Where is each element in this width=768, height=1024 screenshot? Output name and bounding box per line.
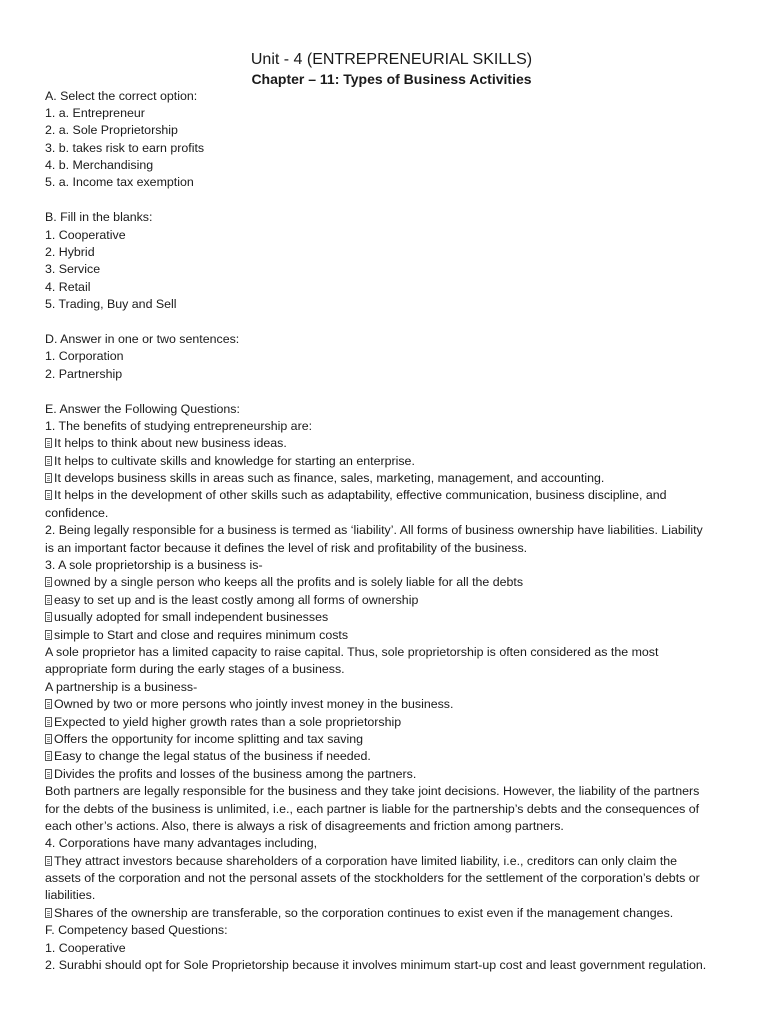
line-text: Both partners are legally responsible for the business and they take joint decisions. However, the liability of the partners (45, 784, 700, 799)
line-text: 4. Corporations have many advantages including, (45, 836, 318, 851)
text-line (45, 818, 735, 835)
text-line (45, 244, 735, 261)
bullet-line (45, 592, 735, 609)
bullet-icon (45, 630, 52, 640)
bullet-icon (45, 456, 52, 466)
blank-line (45, 314, 735, 331)
text-line (45, 835, 735, 852)
line-text: 1. The benefits of studying entrepreneurship are: (45, 418, 313, 433)
text-line (45, 88, 735, 105)
text-line (45, 140, 735, 157)
line-text: E. Answer the Following Questions: (45, 401, 240, 416)
text-line (45, 331, 735, 348)
line-text: 4. Retail (45, 279, 91, 294)
text-line (45, 296, 735, 313)
line-text: Shares of the ownership are transferable, so the corporation continues to exist even if the management changes. (54, 905, 674, 920)
line-text: appropriate form during the early stages of a business. (45, 662, 345, 677)
line-text: 1. Corporation (45, 349, 124, 364)
text-line (45, 783, 735, 800)
line-text: 2. a. Sole Proprietorship (45, 123, 178, 138)
line-text: A sole proprietor has a limited capacity to raise capital. Thus, sole proprietorship is often considered as the most (45, 645, 659, 659)
bullet-icon (45, 908, 52, 918)
bullet-icon (45, 751, 52, 761)
line-text: confidence. (45, 505, 109, 520)
bullet-line (45, 748, 735, 765)
bullet-line (45, 731, 735, 748)
line-text: 5. Trading, Buy and Sell (45, 297, 177, 312)
page-title: Unit - 4 (ENTREPRENEURIAL SKILLS) (250, 51, 533, 68)
bullet-line (45, 435, 735, 452)
text-line (45, 157, 735, 174)
text-line (45, 174, 735, 191)
line-text: 5. a. Income tax exemption (45, 175, 194, 190)
text-line (45, 105, 735, 122)
text-line (45, 801, 735, 818)
line-text: 1. a. Entrepreneur (45, 105, 145, 120)
line-text: Easy to change the legal status of the business if needed. (54, 749, 371, 764)
line-text: Divides the profits and losses of the business among the partners. (54, 766, 417, 781)
text-line (45, 366, 735, 383)
line-text: each other’s actions. Also, there is always a risk of disagreements and friction among partners. (45, 818, 564, 833)
text-line (45, 922, 735, 939)
bullet-line (45, 696, 735, 713)
line-text: 2. Hybrid (45, 245, 95, 260)
text-line (45, 122, 735, 139)
text-line (45, 261, 735, 278)
bullet-icon (45, 473, 52, 483)
bullet-icon (45, 717, 52, 727)
line-text: F. Competency based Questions: (45, 923, 228, 938)
line-text: It develops business skills in areas such as finance, sales, marketing, management, and accounting. (54, 471, 605, 486)
text-line (45, 348, 735, 365)
bullet-line (45, 574, 735, 591)
text-line (45, 522, 735, 539)
line-text: D. Answer in one or two sentences: (45, 331, 240, 346)
line-text: 3. b. takes risk to earn profits (45, 140, 205, 155)
bullet-line (45, 487, 735, 504)
bullet-line (45, 453, 735, 470)
text-line (45, 279, 735, 296)
text-line (45, 940, 735, 957)
text-line (45, 679, 735, 696)
bullet-icon (45, 438, 52, 448)
text-line (45, 505, 735, 522)
bullet-line (45, 766, 735, 783)
text-line (45, 887, 735, 904)
text-line (45, 661, 735, 678)
line-text: 1. Cooperative (45, 227, 126, 242)
line-text: simple to Start and close and requires minimum costs (54, 627, 349, 642)
line-text: 2. Partnership (45, 366, 123, 381)
bullet-icon (45, 595, 52, 605)
line-text: owned by a single person who keeps all the profits and is solely liable for all the debts (54, 575, 524, 590)
line-text: is an important factor because it defines the level of risk and profitability of the business. (45, 540, 528, 555)
line-text: 2. Surabhi should opt for Sole Proprietorship because it involves minimum start-up cost and least government regulation. (45, 958, 707, 973)
line-text: They attract investors because shareholders of a corporation have limited liability, i.e., creditors can only claim the (54, 853, 678, 868)
line-text: 1. Cooperative (45, 940, 126, 955)
line-text: 3. Service (45, 262, 101, 277)
line-text: Expected to yield higher growth rates than a sole proprietorship (54, 714, 402, 729)
line-text: It helps in the development of other skills such as adaptability, effective communication, business discipline, and (54, 488, 667, 503)
line-text: assets of the corporation and not the personal assets of the stockholders for the settlement of the corporation’s debts or (45, 871, 700, 886)
bullet-line (45, 714, 735, 731)
line-text: 4. b. Merchandising (45, 158, 154, 173)
line-text: Owned by two or more persons who jointly invest money in the business. (54, 697, 454, 712)
line-text: 3. A sole proprietorship is a business is- (45, 558, 263, 573)
bullet-icon (45, 856, 52, 866)
line-text: It helps to cultivate skills and knowledge for starting an enterprise. (54, 453, 415, 468)
text-line (45, 418, 735, 435)
line-text: A. Select the correct option: (45, 88, 198, 103)
bullet-icon (45, 490, 52, 500)
answer-content (45, 88, 735, 975)
line-text: B. Fill in the blanks: (45, 210, 153, 225)
line-text: usually adopted for small independent businesses (54, 610, 329, 625)
line-text: A partnership is a business- (45, 679, 198, 694)
text-line (45, 227, 735, 244)
line-text: 2. Being legally responsible for a business is termed as ‘liability’. All forms of business ownership have liabilities. Liability (45, 523, 703, 538)
line-text: It helps to think about new business ideas. (54, 436, 287, 451)
bullet-icon (45, 734, 52, 744)
bullet-icon (45, 769, 52, 779)
bullet-line (45, 627, 735, 644)
text-line (45, 557, 735, 574)
bullet-icon (45, 699, 52, 709)
line-text: liabilities. (45, 888, 96, 903)
text-line (45, 870, 735, 887)
chapter-subtitle: Chapter – 11: Types of Business Activities (251, 71, 532, 87)
text-line (45, 401, 735, 418)
text-line (45, 644, 735, 661)
bullet-icon (45, 577, 52, 587)
bullet-line (45, 609, 735, 626)
line-text: easy to set up and is the least costly among all forms of ownership (54, 592, 419, 607)
text-line (45, 957, 735, 974)
bullet-line (45, 853, 735, 870)
document-header (0, 49, 768, 88)
line-text: Offers the opportunity for income splitting and tax saving (54, 731, 364, 746)
blank-line (45, 192, 735, 209)
bullet-line (45, 905, 735, 922)
text-line (45, 540, 735, 557)
bullet-line (45, 470, 735, 487)
bullet-icon (45, 612, 52, 622)
blank-line (45, 383, 735, 400)
text-line (45, 209, 735, 226)
line-text: for the debts of the business is unlimited, i.e., each partner is liable for the partnership’s debts and the consequences of (45, 801, 700, 816)
